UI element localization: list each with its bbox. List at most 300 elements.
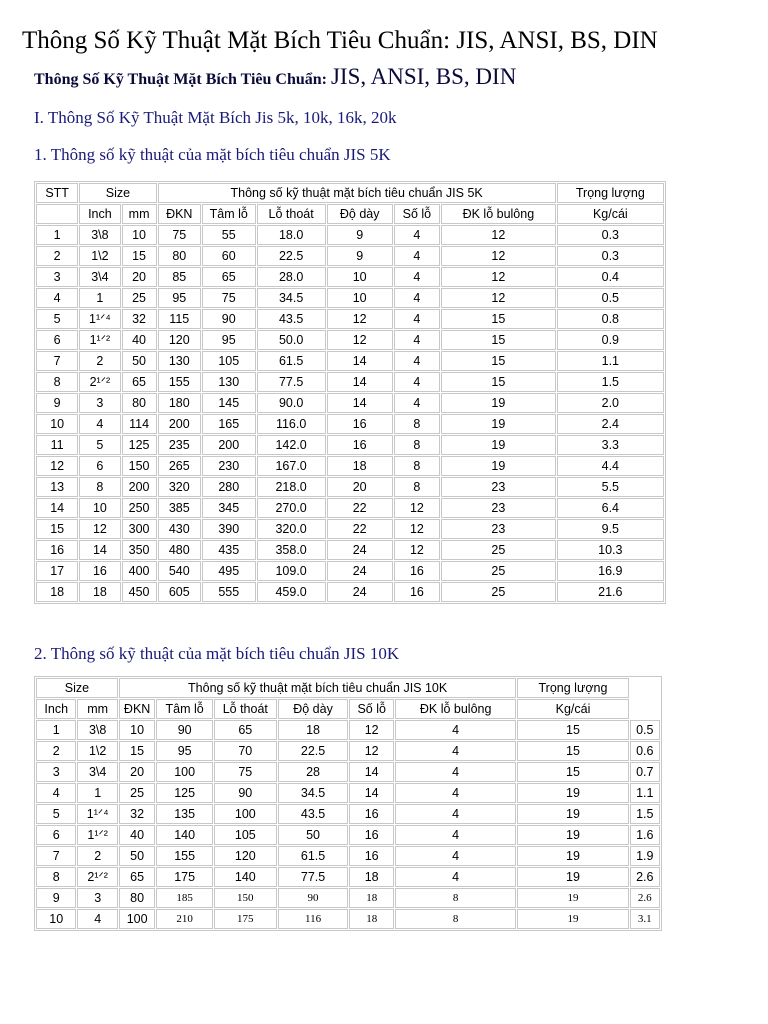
header-spec: Thông số kỹ thuật mặt bích tiêu chuẩn JIS 5K	[158, 183, 556, 203]
table-cell: 90	[156, 720, 213, 740]
table-cell: 19	[517, 783, 628, 803]
table-cell: 20	[122, 267, 157, 287]
table-cell: 50.0	[257, 330, 326, 350]
table-cell: 65	[202, 267, 256, 287]
table-cell: 100	[214, 804, 277, 824]
table-row	[36, 414, 664, 434]
table-cell: 24	[327, 540, 393, 560]
table-cell: 61.5	[257, 351, 326, 371]
table-cell: 8	[394, 477, 440, 497]
table-cell: 15	[517, 741, 628, 761]
table-cell: 300	[122, 519, 157, 539]
table-cell: 12	[36, 456, 78, 476]
table-row	[36, 825, 660, 845]
table-cell: 15	[517, 720, 628, 740]
table-cell: 24	[327, 561, 393, 581]
table-cell: 8	[394, 414, 440, 434]
table-cell: 12	[441, 246, 556, 266]
table-cell: 185	[156, 888, 213, 908]
page-title: Thông Số Kỹ Thuật Mặt Bích Tiêu Chuẩn: JIS, ANSI, BS, DIN	[22, 27, 658, 54]
table-cell: 22	[327, 519, 393, 539]
table-cell: 2	[36, 246, 78, 266]
table-cell: 9	[36, 888, 76, 908]
table-cell: 19	[517, 804, 628, 824]
table-cell: 61.5	[278, 846, 349, 866]
table-cell: 390	[202, 519, 256, 539]
table-cell: 12	[327, 330, 393, 350]
table-cell: 80	[158, 246, 201, 266]
table-cell: 4	[395, 720, 516, 740]
table-row	[36, 288, 664, 308]
table-cell: 55	[202, 225, 256, 245]
table-cell: 19	[517, 909, 628, 929]
table-cell: 80	[119, 888, 155, 908]
table-cell: 23	[441, 498, 556, 518]
table-cell: 450	[122, 582, 157, 602]
table-cell: 200	[202, 435, 256, 455]
table-cell: 2¹ᐟ²	[79, 372, 120, 392]
table-cell: 12	[394, 498, 440, 518]
table-row	[36, 540, 664, 560]
table-cell: 3.1	[630, 909, 660, 929]
table-cell: 14	[327, 393, 393, 413]
table-cell: 8	[395, 909, 516, 929]
jis10k-heading: 2. Thông số kỹ thuật của mặt bích tiêu chuẩn JIS 10K	[34, 644, 400, 663]
table-cell: 1¹ᐟ⁴	[77, 804, 117, 824]
table-cell: 17	[36, 561, 78, 581]
table-cell: 12	[394, 519, 440, 539]
table-cell: 12	[441, 267, 556, 287]
table-cell: 120	[214, 846, 277, 866]
table-row	[36, 309, 664, 329]
table-cell: 167.0	[257, 456, 326, 476]
table-cell: 32	[122, 309, 157, 329]
table-cell: 4	[395, 867, 516, 887]
table-cell: 43.5	[257, 309, 326, 329]
table-cell: 85	[158, 267, 201, 287]
header-kg-cai: Kg/cái	[557, 204, 664, 224]
table-cell: 5	[36, 804, 76, 824]
table-cell: 1.1	[630, 783, 660, 803]
table-cell: 14	[36, 498, 78, 518]
table-cell: 15	[517, 762, 628, 782]
table-cell: 9	[327, 225, 393, 245]
table-cell: 12	[441, 225, 556, 245]
table-cell: 1¹ᐟ²	[79, 330, 120, 350]
table-cell: 0.9	[557, 330, 664, 350]
header-blank	[630, 678, 660, 698]
table-cell: 2.0	[557, 393, 664, 413]
table-cell: 280	[202, 477, 256, 497]
table-cell: 14	[327, 351, 393, 371]
table-cell: 23	[441, 477, 556, 497]
table-cell: 70	[214, 741, 277, 761]
table-cell: 320.0	[257, 519, 326, 539]
table-cell: 114	[122, 414, 157, 434]
table-row	[36, 351, 664, 371]
table-cell: 5	[36, 309, 78, 329]
table-cell: 115	[158, 309, 201, 329]
table-cell: 65	[214, 720, 277, 740]
table-cell: 4	[395, 741, 516, 761]
table-cell: 15	[122, 246, 157, 266]
table-row	[36, 762, 660, 782]
table-cell: 8	[394, 456, 440, 476]
table-cell: 15	[119, 741, 155, 761]
header-stt: STT	[36, 183, 78, 203]
table-cell: 140	[214, 867, 277, 887]
table-cell: 0.4	[557, 267, 664, 287]
table-cell: 12	[349, 720, 394, 740]
table-cell: 1	[36, 720, 76, 740]
table-cell: 12	[327, 309, 393, 329]
table-cell: 4	[394, 351, 440, 371]
header-do-day: Độ dày	[327, 204, 393, 224]
table-cell: 95	[156, 741, 213, 761]
table-cell: 0.7	[630, 762, 660, 782]
table-cell: 0.3	[557, 246, 664, 266]
table-cell: 4	[394, 246, 440, 266]
table-cell: 250	[122, 498, 157, 518]
table-subheader-row	[36, 204, 664, 224]
table-cell: 3	[36, 762, 76, 782]
table-cell: 100	[156, 762, 213, 782]
table-row	[36, 372, 664, 392]
table-cell: 16	[349, 825, 394, 845]
header-mm: mm	[77, 699, 117, 719]
table-cell: 0.5	[557, 288, 664, 308]
table-cell: 0.3	[557, 225, 664, 245]
table-cell: 3	[77, 888, 117, 908]
table-cell: 9	[36, 393, 78, 413]
table-cell: 4	[395, 762, 516, 782]
table-cell: 150	[214, 888, 277, 908]
table-cell: 28.0	[257, 267, 326, 287]
table-cell: 18	[349, 909, 394, 929]
page-subtitle	[34, 64, 516, 91]
table-cell: 358.0	[257, 540, 326, 560]
table-cell: 2.6	[630, 888, 660, 908]
table-cell: 15	[441, 309, 556, 329]
table-cell: 180	[158, 393, 201, 413]
table-cell: 105	[202, 351, 256, 371]
table-cell: 3\8	[79, 225, 120, 245]
table-cell: 12	[394, 540, 440, 560]
table-cell: 155	[158, 372, 201, 392]
table-cell: 4	[395, 804, 516, 824]
table-row	[36, 435, 664, 455]
table-cell: 10	[327, 288, 393, 308]
table-cell: 13	[36, 477, 78, 497]
table-cell: 2.4	[557, 414, 664, 434]
table-cell: 125	[122, 435, 157, 455]
table-cell: 10	[36, 909, 76, 929]
table-cell: 3	[79, 393, 120, 413]
table-cell: 4	[395, 783, 516, 803]
table-cell: 165	[202, 414, 256, 434]
table-cell: 8	[79, 477, 120, 497]
table-cell: 120	[158, 330, 201, 350]
table-cell: 90	[278, 888, 349, 908]
header-weight: Trọng lượng	[557, 183, 664, 203]
table-cell: 90	[202, 309, 256, 329]
table-row	[36, 267, 664, 287]
table-cell: 25	[441, 540, 556, 560]
subtitle-prefix: Thông Số Kỹ Thuật Mặt Bích Tiêu Chuẩn:	[34, 71, 331, 88]
table-cell: 265	[158, 456, 201, 476]
table-cell: 22.5	[278, 741, 349, 761]
header-tam-lo: Tâm lỗ	[202, 204, 256, 224]
table-cell: 1¹ᐟ²	[77, 825, 117, 845]
table-row	[36, 582, 664, 602]
table-cell: 100	[119, 909, 155, 929]
table-header-row	[36, 678, 660, 698]
table-cell: 10	[122, 225, 157, 245]
table-cell: 16	[349, 804, 394, 824]
table-cell: 200	[122, 477, 157, 497]
jis5k-table	[34, 181, 666, 604]
table-cell: 16	[327, 414, 393, 434]
table-cell: 20	[119, 762, 155, 782]
table-cell: 12	[79, 519, 120, 539]
table-cell: 24	[327, 582, 393, 602]
table-cell: 19	[441, 435, 556, 455]
table-cell: 6	[36, 825, 76, 845]
table-cell: 480	[158, 540, 201, 560]
table-cell: 3\4	[77, 762, 117, 782]
table-row	[36, 804, 660, 824]
table-cell: 7	[36, 351, 78, 371]
table-cell: 4	[394, 372, 440, 392]
table-cell: 1.6	[630, 825, 660, 845]
table-cell: 1.9	[630, 846, 660, 866]
table-cell: 34.5	[257, 288, 326, 308]
table-row	[36, 783, 660, 803]
header-tam-lo: Tâm lỗ	[156, 699, 213, 719]
table-cell: 34.5	[278, 783, 349, 803]
table-cell: 1\2	[79, 246, 120, 266]
header-so-lo: Số lỗ	[349, 699, 394, 719]
table-cell: 3.3	[557, 435, 664, 455]
table-cell: 6.4	[557, 498, 664, 518]
section-heading: I. Thông Số Kỹ Thuật Mặt Bích Jis 5k, 10k, 16k, 20k	[34, 108, 397, 127]
table-cell: 4	[394, 288, 440, 308]
header-inch: Inch	[79, 204, 120, 224]
table-cell: 2	[77, 846, 117, 866]
table-cell: 320	[158, 477, 201, 497]
table-cell: 175	[156, 867, 213, 887]
table-cell: 16	[349, 846, 394, 866]
table-cell: 4	[395, 846, 516, 866]
table-cell: 150	[122, 456, 157, 476]
table-cell: 4	[36, 288, 78, 308]
table-cell: 9	[327, 246, 393, 266]
table-cell: 0.8	[557, 309, 664, 329]
header-lo-thoat: Lỗ thoát	[257, 204, 326, 224]
table-cell: 270.0	[257, 498, 326, 518]
table-cell: 10	[36, 414, 78, 434]
table-cell: 2	[36, 741, 76, 761]
header-dk-lo-bulong: ĐK lỗ bulông	[395, 699, 516, 719]
table-cell: 25	[122, 288, 157, 308]
table-cell: 4	[394, 309, 440, 329]
table-cell: 155	[156, 846, 213, 866]
table-cell: 555	[202, 582, 256, 602]
table-cell: 140	[156, 825, 213, 845]
table-row	[36, 330, 664, 350]
jis5k-heading: 1. Thông số kỹ thuật của mặt bích tiêu chuẩn JIS 5K	[34, 145, 391, 164]
table-cell: 345	[202, 498, 256, 518]
header-kg-cai: Kg/cái	[517, 699, 628, 719]
table-cell: 4	[36, 783, 76, 803]
table-cell: 50	[278, 825, 349, 845]
table-cell: 14	[79, 540, 120, 560]
table-cell: 4	[77, 909, 117, 929]
table-cell: 15	[441, 351, 556, 371]
header-inch: Inch	[36, 699, 76, 719]
table-cell: 116.0	[257, 414, 326, 434]
table-cell: 12	[349, 741, 394, 761]
table-cell: 7	[36, 846, 76, 866]
table-cell: 16	[36, 540, 78, 560]
table-cell: 135	[156, 804, 213, 824]
table-cell: 3	[36, 267, 78, 287]
table-cell: 65	[122, 372, 157, 392]
table-cell: 130	[158, 351, 201, 371]
table-cell: 0.6	[630, 741, 660, 761]
table-cell: 19	[517, 867, 628, 887]
table-cell: 3\4	[79, 267, 120, 287]
table-row	[36, 741, 660, 761]
table-row	[36, 393, 664, 413]
table-cell: 435	[202, 540, 256, 560]
table-cell: 90.0	[257, 393, 326, 413]
table-cell: 16	[394, 561, 440, 581]
table-cell: 2.6	[630, 867, 660, 887]
table-cell: 28	[278, 762, 349, 782]
table-cell: 175	[214, 909, 277, 929]
header-size: Size	[36, 678, 118, 698]
table-cell: 8	[36, 372, 78, 392]
table-cell: 75	[158, 225, 201, 245]
table-cell: 75	[202, 288, 256, 308]
table-row	[36, 456, 664, 476]
table-cell: 50	[122, 351, 157, 371]
table-cell: 145	[202, 393, 256, 413]
table-cell: 90	[214, 783, 277, 803]
table-cell: 130	[202, 372, 256, 392]
table-cell: 10	[79, 498, 120, 518]
table-cell: 8	[394, 435, 440, 455]
table-cell: 18	[349, 867, 394, 887]
table-cell: 18	[36, 582, 78, 602]
table-cell: 15	[36, 519, 78, 539]
table-subheader-row	[36, 699, 660, 719]
table-cell: 25	[441, 582, 556, 602]
table-cell: 5.5	[557, 477, 664, 497]
table-header-row	[36, 183, 664, 203]
table-cell: 210	[156, 909, 213, 929]
table-cell: 16	[327, 435, 393, 455]
table-cell: 15	[441, 330, 556, 350]
header-blank	[630, 699, 660, 719]
table-cell: 32	[119, 804, 155, 824]
table-cell: 40	[122, 330, 157, 350]
table-cell: 19	[441, 393, 556, 413]
table-cell: 218.0	[257, 477, 326, 497]
jis10k-table	[34, 676, 662, 931]
table-cell: 18	[278, 720, 349, 740]
table-cell: 18.0	[257, 225, 326, 245]
table-cell: 60	[202, 246, 256, 266]
table-cell: 14	[327, 372, 393, 392]
table-cell: 10.3	[557, 540, 664, 560]
table-cell: 3\8	[77, 720, 117, 740]
table-cell: 21.6	[557, 582, 664, 602]
table-cell: 116	[278, 909, 349, 929]
header-blank	[36, 204, 78, 224]
table-cell: 6	[79, 456, 120, 476]
header-dk-lo-bulong: ĐK lỗ bulông	[441, 204, 556, 224]
table-cell: 235	[158, 435, 201, 455]
table-cell: 1.5	[630, 804, 660, 824]
table-cell: 230	[202, 456, 256, 476]
table-cell: 19	[517, 846, 628, 866]
table-row	[36, 246, 664, 266]
table-cell: 0.5	[630, 720, 660, 740]
table-cell: 109.0	[257, 561, 326, 581]
table-cell: 95	[202, 330, 256, 350]
table-cell: 4	[394, 267, 440, 287]
table-cell: 40	[119, 825, 155, 845]
table-cell: 10	[327, 267, 393, 287]
table-cell: 5	[79, 435, 120, 455]
header-mm: mm	[122, 204, 157, 224]
table-cell: 1	[79, 288, 120, 308]
table-cell: 1¹ᐟ⁴	[79, 309, 120, 329]
table-cell: 16	[394, 582, 440, 602]
table-cell: 23	[441, 519, 556, 539]
table-row	[36, 498, 664, 518]
table-cell: 430	[158, 519, 201, 539]
header-lo-thoat: Lỗ thoát	[214, 699, 277, 719]
table-cell: 19	[517, 825, 628, 845]
table-cell: 2	[79, 351, 120, 371]
table-cell: 125	[156, 783, 213, 803]
table-cell: 540	[158, 561, 201, 581]
header-so-lo: Số lỗ	[394, 204, 440, 224]
table-cell: 22	[327, 498, 393, 518]
table-cell: 65	[119, 867, 155, 887]
table-cell: 14	[349, 762, 394, 782]
table-cell: 8	[36, 867, 76, 887]
table-cell: 4	[394, 225, 440, 245]
table-cell: 495	[202, 561, 256, 581]
subtitle-standards: JIS, ANSI, BS, DIN	[330, 64, 517, 89]
table-cell: 4	[395, 825, 516, 845]
table-cell: 80	[122, 393, 157, 413]
table-cell: 200	[158, 414, 201, 434]
table-cell: 459.0	[257, 582, 326, 602]
table-cell: 10	[119, 720, 155, 740]
table-cell: 4	[79, 414, 120, 434]
table-cell: 77.5	[278, 867, 349, 887]
table-cell: 6	[36, 330, 78, 350]
table-cell: 22.5	[257, 246, 326, 266]
table-row	[36, 867, 660, 887]
table-row	[36, 561, 664, 581]
table-cell: 16.9	[557, 561, 664, 581]
